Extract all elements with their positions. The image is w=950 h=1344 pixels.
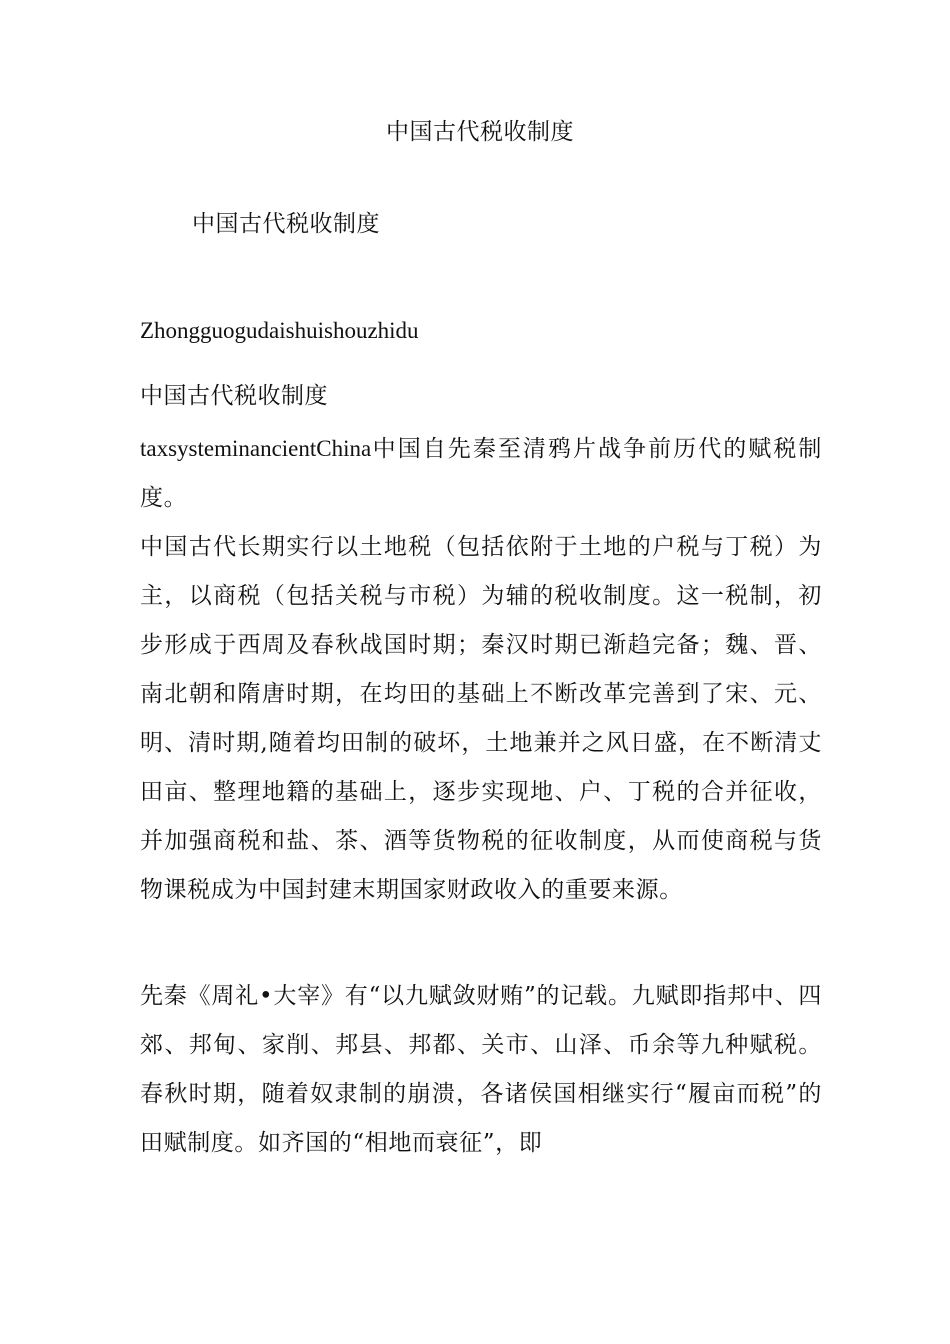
paragraph-intro bbox=[140, 424, 822, 523]
paragraph-pre-qin: 先秦《周礼•大宰》有“以九赋敛财贿”的记载。九赋即指邦中、四郊、邦甸、家削、邦县、邦都、关市、山泽、币余等九种赋税。春秋时期，随着奴隶制的崩溃，各诸侯国相继实行“履亩而税”的田赋制度。如齐国的“相地而衰征”，即 bbox=[140, 983, 822, 1156]
document-subtitle: 中国古代税收制度 bbox=[192, 211, 380, 237]
paragraph-overview: 中国古代长期实行以土地税（包括依附于土地的户税与丁税）为主，以商税（包括关税与市税）为辅的税收制度。这一税制，初步形成于西周及春秋战国时期；秦汉时期已渐趋完备；魏、晋、南北朝和隋唐时期，在均田的基础上不断改革完善到了宋、元、明、清时期,随着均田制的破坏，土地兼并之风日盛，在不断清丈田亩、整理地籍的基础上，逐步实现地、户、丁税的合并征收，并加强商税和盐、茶、酒等货物税的征收制度，从而使商税与货物课税成为中国封建末期国家财政收入的重要来源。 bbox=[140, 534, 822, 903]
pinyin-title: Zhongguogudaishuishouzhidu bbox=[140, 318, 419, 343]
document-title: 中国古代税收制度 bbox=[386, 119, 574, 145]
english-term: taxsysteminancientChina bbox=[140, 436, 372, 461]
intro-text: 中国自先秦至清鸦片战争前历代的赋税制度。 bbox=[140, 436, 822, 511]
section-heading: 中国古代税收制度 bbox=[140, 383, 328, 409]
